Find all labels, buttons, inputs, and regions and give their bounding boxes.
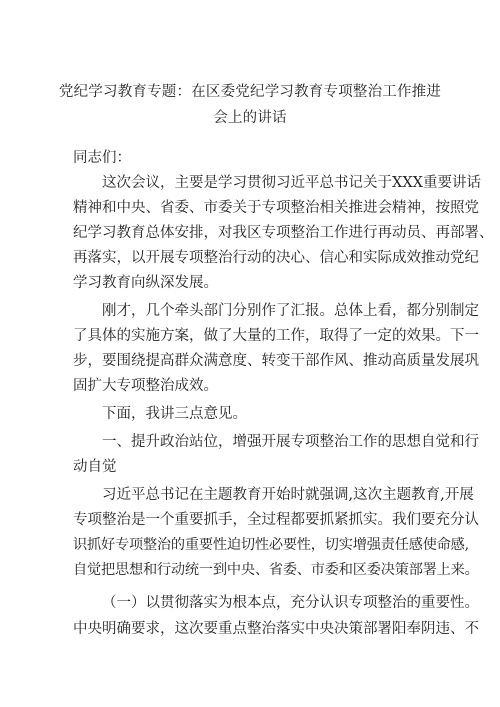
- paragraph-line: 刚才，几个牵头部门分别作了汇报。总体上看，都分别制定: [102, 303, 479, 319]
- paragraph-line: 步，要围绕提高群众满意度、转变干部作风、推动高质量发展巩: [73, 353, 479, 369]
- document-title-line-1: 党纪学习教育专题：在区委党纪学习教育专项整治工作推进: [58, 84, 442, 100]
- paragraph-line: 学习教育向纵深发展。: [73, 275, 218, 291]
- document-title-line-2: 会上的讲话: [213, 110, 287, 126]
- section-heading-line: 一、提升政治站位，增强开展专项整治工作的思想自觉和行: [102, 434, 479, 450]
- paragraph-line: 中央明确要求，这次要重点整治落实中央决策部署阳奉阴违、不: [73, 621, 479, 637]
- paragraph-line: 纪学习教育总体安排，对我区专项整治工作进行再动员、再部署、: [73, 225, 494, 241]
- paragraph-line: 这次会议，主要是学习贯彻习近平总书记关于XXX重要讲话: [102, 175, 481, 191]
- paragraph-line: 识抓好专项整治的重要性迫切性必要性，切实增强责任感使命感,: [73, 537, 469, 553]
- paragraph-line: 固扩大专项整治成效。: [73, 378, 218, 394]
- section-heading-line: 动自觉: [73, 459, 117, 475]
- paragraph-line: 专项整治是一个重要抓手，全过程都要抓紧抓实。我们要充分认: [73, 512, 479, 528]
- paragraph-line: 自觉把思想和行动统一到中央、省委、市委和区委决策部署上来。: [73, 562, 479, 578]
- subsection-heading-line: （一）以贯彻落实为根本点，充分认识专项整治的重要性。: [102, 595, 479, 611]
- paragraph-line: 了具体的实施方案，做了大量的工作，取得了一定的效果。下一: [73, 328, 479, 344]
- paragraph-line: 下面，我讲三点意见。: [102, 406, 247, 422]
- paragraph-line: 精神和中央、省委、市委关于专项整治相关推进会精神，按照党: [73, 200, 479, 216]
- salutation: 同志们：: [73, 150, 131, 166]
- paragraph-line: 再落实，以开展专项整治行动的决心、信心和实际成效推动党纪: [73, 250, 479, 266]
- paragraph-line: 习近平总书记在主题教育开始时就强调,这次主题教育,开展: [102, 487, 474, 503]
